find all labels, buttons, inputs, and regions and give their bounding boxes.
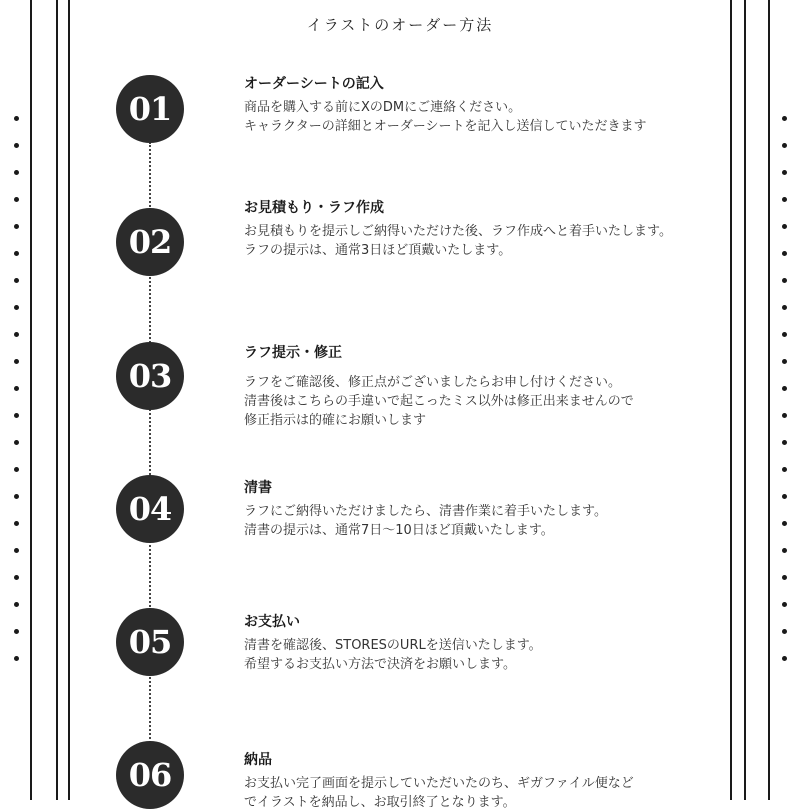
step-description-line: ラフの提示は、通常3日ほど頂戴いたします。 [244, 243, 512, 258]
step-heading: お見積もり・ラフ作成 [244, 200, 384, 216]
decorative-dot [14, 440, 19, 445]
decorative-dot [782, 251, 787, 256]
step-description-line: ラフをご確認後、修正点がございましたらお申し付けください。 [244, 375, 622, 390]
decorative-dot [782, 332, 787, 337]
decorative-dot [14, 305, 19, 310]
decorative-dot [782, 467, 787, 472]
decorative-dot [14, 224, 19, 229]
decorative-dot [782, 629, 787, 634]
step-number-badge: 02 [116, 208, 184, 276]
step-description-line: お支払い完了画面を提示していただいたのち、ギガファイル便など [244, 776, 634, 791]
decorative-dot [782, 656, 787, 661]
decorative-dot [782, 548, 787, 553]
decorative-dot [782, 602, 787, 607]
step-description-line: お見積もりを提示しご納得いただけた後、ラフ作成へと着手いたします。 [244, 224, 672, 239]
step-block [244, 343, 764, 430]
step-heading: 清書 [244, 480, 272, 496]
step-description-line: 修正指示は的確にお願いします [244, 413, 427, 428]
step-description-line: でイラストを納品し、お取引終了となります。 [244, 795, 516, 810]
left-outer-border [30, 0, 32, 800]
left-inner-border [56, 0, 58, 800]
decorative-dot [14, 521, 19, 526]
decorative-dot [14, 359, 19, 364]
step-heading: 納品 [244, 752, 272, 768]
decorative-dot [14, 251, 19, 256]
decorative-dot [14, 602, 19, 607]
step-number-badge: 04 [116, 475, 184, 543]
step-block [244, 612, 764, 674]
step-description-line: 清書後はこちらの手違いで起こったミス以外は修正出来ませんので [244, 394, 634, 409]
decorative-dot [782, 386, 787, 391]
left-dot-column [12, 0, 22, 800]
decorative-dot [782, 143, 787, 148]
right-dot-column [780, 0, 790, 800]
step-heading: ラフ提示・修正 [244, 345, 342, 361]
page-title: イラストのオーダー方法 [306, 16, 494, 34]
decorative-dot [14, 278, 19, 283]
step-heading: オーダーシートの記入 [244, 76, 384, 92]
step-block [244, 750, 764, 812]
decorative-dot [782, 197, 787, 202]
decorative-dot [14, 170, 19, 175]
decorative-dot [14, 116, 19, 121]
decorative-dot [782, 521, 787, 526]
step-description-line: 商品を購入する前にXのDMにご連絡ください。 [244, 100, 522, 115]
decorative-dot [782, 278, 787, 283]
step-description-line: 希望するお支払い方法で決済をお願いします。 [244, 657, 516, 672]
decorative-dot [782, 224, 787, 229]
decorative-dot [782, 413, 787, 418]
decorative-dot [14, 656, 19, 661]
decorative-dot [14, 467, 19, 472]
decorative-dot [14, 386, 19, 391]
step-number-badge: 03 [116, 342, 184, 410]
decorative-dot [14, 629, 19, 634]
decorative-dot [782, 359, 787, 364]
decorative-dot [782, 494, 787, 499]
decorative-dot [14, 548, 19, 553]
step-number-badge: 06 [116, 741, 184, 809]
right-outer-border [768, 0, 770, 800]
step-number-badge: 01 [116, 75, 184, 143]
decorative-dot [14, 494, 19, 499]
decorative-dot [782, 116, 787, 121]
left-content-border [68, 0, 70, 800]
step-heading: お支払い [244, 614, 300, 630]
step-block [244, 74, 764, 136]
decorative-dot [782, 170, 787, 175]
decorative-dot [782, 440, 787, 445]
step-description-line: 清書を確認後、STORESのURLを送信いたします。 [244, 638, 542, 653]
decorative-dot [782, 305, 787, 310]
step-description-line: ラフにご納得いただけましたら、清書作業に着手いたします。 [244, 504, 607, 519]
decorative-dot [14, 575, 19, 580]
decorative-dot [14, 143, 19, 148]
decorative-dot [14, 197, 19, 202]
step-block [244, 478, 764, 540]
decorative-dot [782, 575, 787, 580]
step-description-line: 清書の提示は、通常7日〜10日ほど頂戴いたします。 [244, 523, 554, 538]
step-description-line: キャラクターの詳細とオーダーシートを記入し送信していただきます [244, 119, 647, 134]
step-number-badge: 05 [116, 608, 184, 676]
decorative-dot [14, 413, 19, 418]
decorative-dot [14, 332, 19, 337]
step-block [244, 198, 764, 260]
